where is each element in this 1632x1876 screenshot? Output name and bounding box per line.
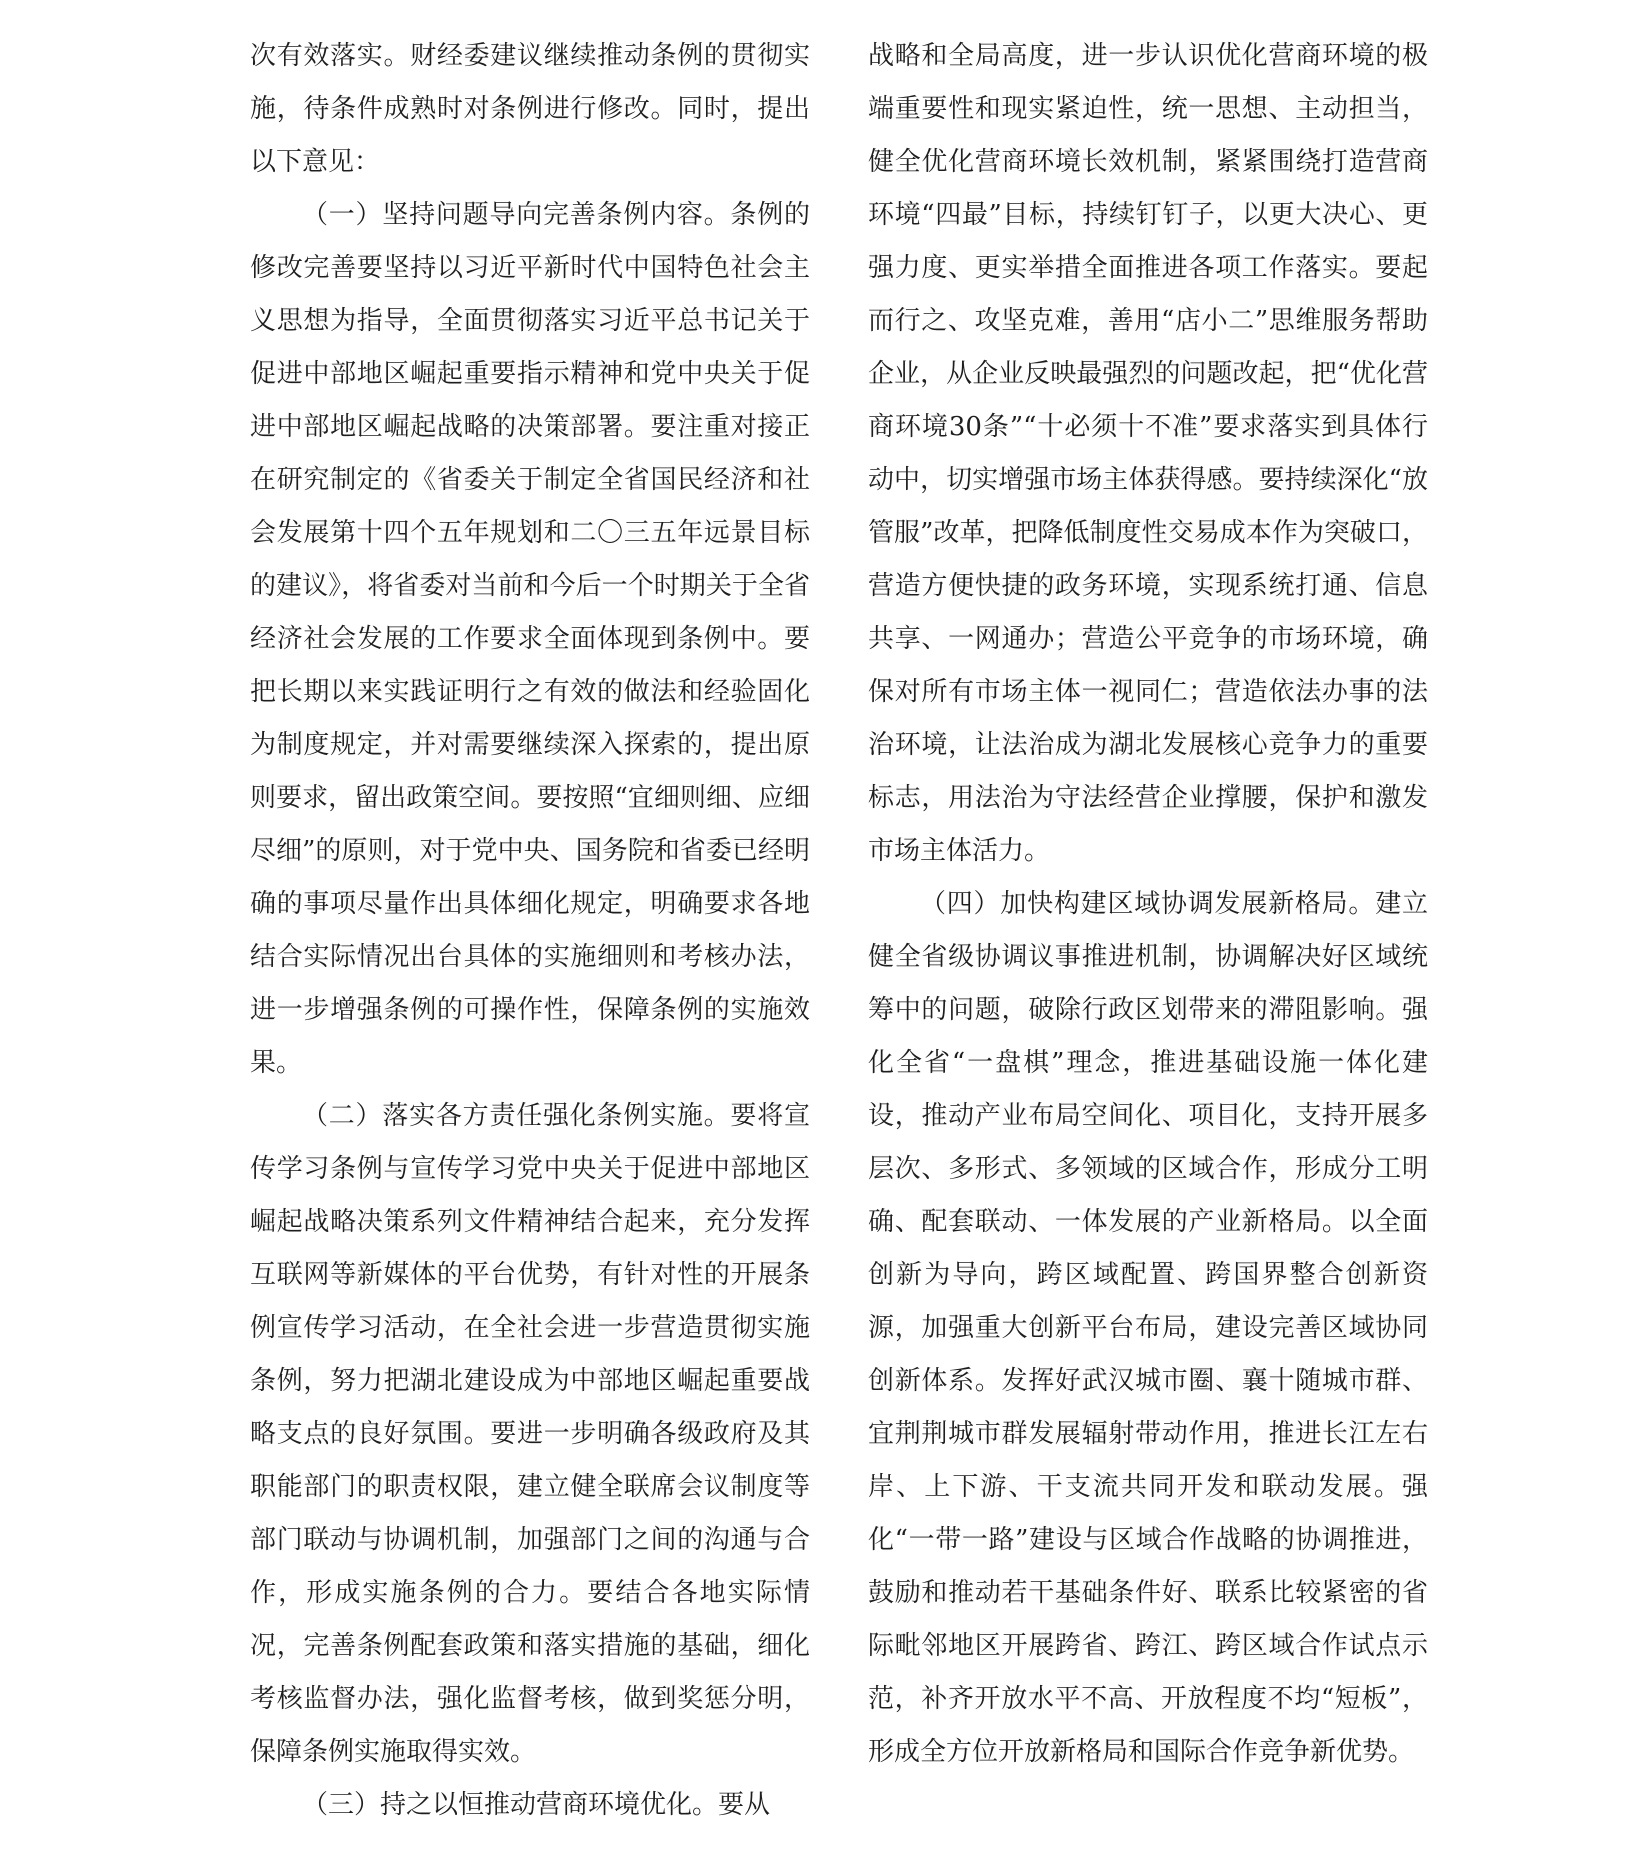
right-column bbox=[868, 30, 1428, 1779]
left-column bbox=[250, 30, 810, 1832]
paragraph-section-1: （一）坚持问题导向完善条例内容。条例的修改完善要坚持以习近平新时代中国特色社会主义思想为指导，全面贯彻落实习近平总书记关于促进中部地区崛起重要指示精神和党中央关于促进中部地区崛起战略的决策部署。要注重对接正在研究制定的《省委关于制定全省国民经济和社会发展第十四个五年规划和二〇三五年远景目标的建议》，将省委对当前和今后一个时期关于全省经济社会发展的工作要求全面体现到条例中。要把长期以来实践证明行之有效的做法和经验固化为制度规定，并对需要继续深入探索的，提出原则要求，留出政策空间。要按照“宜细则细、应细尽细”的原则，对于党中央、国务院和省委已经明确的事项尽量作出具体细化规定，明确要求各地结合实际情况出台具体的实施细则和考核办法，进一步增强条例的可操作性，保障条例的实施效果。 bbox=[250, 200, 810, 1078]
paragraph-section-3-continued: 战略和全局高度，进一步认识优化营商环境的极端重要性和现实紧迫性，统一思想、主动担当，健全优化营商环境长效机制，紧紧围绕打造营商环境“四最”目标，持续钉钉子，以更大决心、更强力度、更实举措全面推进各项工作落实。要起而行之、攻坚克难，善用“店小二”思维服务帮助企业，从企业反映最强烈的问题改起，把“优化营商环境30条”“十必须十不准”要求落实到具体行动中，切实增强市场主体获得感。要持续深化“放管服”改革，把降低制度性交易成本作为突破口，营造方便快捷的政务环境，实现系统打通、信息共享、一网通办；营造公平竞争的市场环境，确保对所有市场主体一视同仁；营造依法办事的法治环境，让法治成为湖北发展核心竞争力的重要标志，用法治为守法经营企业撑腰，保护和激发市场主体活力。 bbox=[868, 41, 1428, 866]
paragraph-section-4: （四）加快构建区域协调发展新格局。建立健全省级协调议事推进机制，协调解决好区域统筹中的问题，破除行政区划带来的滞阻影响。强化全省“一盘棋”理念，推进基础设施一体化建设，推动产业布局空间化、项目化，支持开展多层次、多形式、多领域的区域合作，形成分工明确、配套联动、一体发展的产业新格局。以全面创新为导向，跨区域配置、跨国界整合创新资源，加强重大创新平台布局，建设完善区域协同创新体系。发挥好武汉城市圈、襄十随城市群、宜荆荆城市群发展辐射带动作用，推进长江左右岸、上下游、干支流共同开发和联动发展。强化“一带一路”建设与区域合作战略的协调推进，鼓励和推动若干基础条件好、联系比较紧密的省际毗邻地区开展跨省、跨江、跨区域合作试点示范，补齐开放水平不高、开放程度不均“短板”，形成全方位开放新格局和国际合作竞争新优势。 bbox=[868, 889, 1428, 1767]
paragraph-section-2: （二）落实各方责任强化条例实施。要将宣传学习条例与宣传学习党中央关于促进中部地区崛起战略决策系列文件精神结合起来，充分发挥互联网等新媒体的平台优势，有针对性的开展条例宣传学习活动，在全社会进一步营造贯彻实施条例，努力把湖北建设成为中部地区崛起重要战略支点的良好氛围。要进一步明确各级政府及其职能部门的职责权限，建立健全联席会议制度等部门联动与协调机制，加强部门之间的沟通与合作，形成实施条例的合力。要结合各地实际情况，完善条例配套政策和落实措施的基础，细化考核监督办法，强化监督考核，做到奖惩分明，保障条例实施取得实效。 bbox=[250, 1101, 810, 1767]
paragraph-section-3-start: （三）持之以恒推动营商环境优化。要从 bbox=[302, 1790, 771, 1820]
paragraph-continuation: 次有效落实。财经委建议继续推动条例的贯彻实施，待条件成熟时对条例进行修改。同时，提出以下意见： bbox=[250, 41, 810, 177]
